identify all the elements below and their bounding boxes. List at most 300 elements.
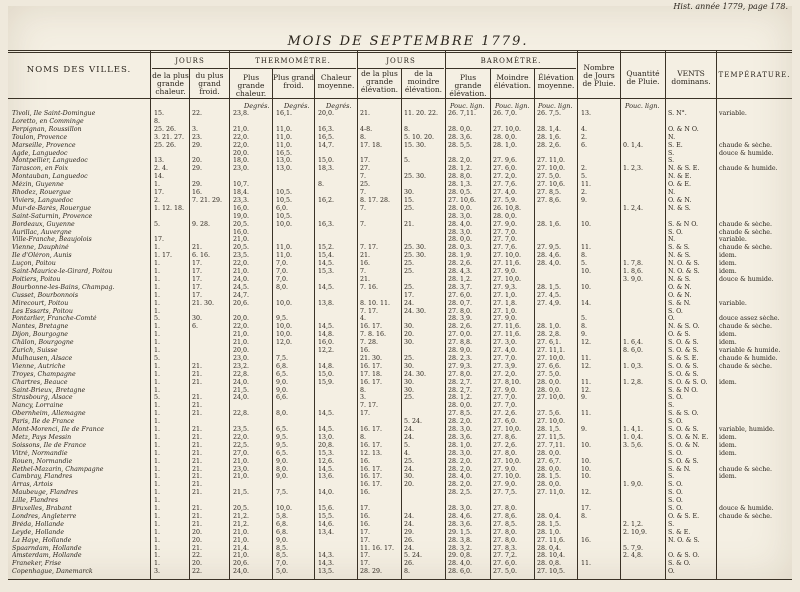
table-cell: 26.: [404, 536, 415, 544]
table-cell: idem.: [719, 339, 737, 347]
table-cell: S. O.: [668, 489, 683, 497]
header-nombre-pluie: Nombre de Jours de Pluie.: [582, 63, 616, 88]
table-cell: 27. 10,0.: [493, 125, 522, 133]
table-cell: 29.: [192, 141, 203, 149]
table-cell: S. O.: [668, 228, 683, 236]
table-cell: 1.: [154, 370, 161, 378]
table-cell: 1. 4,1.: [623, 426, 644, 433]
table-cell: 24.: [404, 465, 415, 473]
table-cell: 28. 0,0.: [493, 212, 518, 220]
city-name: Amsterdam, Hollande: [12, 552, 82, 560]
table-cell: 17.: [360, 528, 371, 536]
table-cell: 11,0.: [276, 133, 293, 141]
table-cell: 23,0.: [233, 465, 250, 473]
table-cell: 3. 9,0.: [623, 275, 644, 283]
table-cell: 24,0.: [233, 275, 250, 283]
header-vents: VENTS dominans.: [671, 69, 711, 86]
table-cell: 28. 6,0.: [448, 568, 473, 576]
city-name: Pontarlier, Franche-Comté: [12, 315, 97, 323]
table-cell: 15,0.: [318, 370, 335, 378]
table-cell: 27. 11,6.: [493, 331, 522, 339]
city-name: Vienne, Dauphiné: [12, 244, 69, 252]
table-cell: 28. 0,0.: [537, 465, 562, 473]
table-cell: 30.: [404, 339, 415, 347]
table-cell: 16. 17.: [360, 323, 383, 331]
city-name: Marseille, Provence: [12, 141, 76, 149]
table-cell: S. & N O.: [668, 220, 699, 228]
city-name: Rhodez, Rouergue: [12, 189, 71, 196]
table-row: [8, 489, 792, 497]
table-cell: 3.: [360, 394, 367, 402]
table-cell: 17.: [360, 536, 371, 544]
table-cell: 27. 9,0.: [493, 481, 518, 489]
table-cell: 14,5.: [318, 260, 335, 268]
table-cell: 11.: [581, 560, 592, 568]
table-cell: 5.: [581, 173, 588, 181]
table-cell: 28. 1,4.: [537, 125, 562, 133]
table-cell: 27. 8,0.: [493, 505, 518, 512]
table-cell: 10,0.: [276, 299, 293, 307]
table-cell: chaude & sèche.: [719, 141, 773, 149]
table-row: [8, 134, 792, 142]
table-cell: 20,5.: [233, 244, 250, 252]
table-cell: 1.: [154, 291, 161, 299]
table-cell: 27. 8,0.: [448, 307, 473, 315]
table-cell: 1. 0,3.: [623, 362, 644, 370]
table-row: [8, 371, 792, 379]
table-cell: 28. 3,2.: [448, 544, 473, 552]
table-cell: 27. 9,3.: [493, 283, 518, 291]
table-cell: N. O. & S.: [668, 260, 700, 268]
table-cell: 18,4.: [233, 189, 250, 196]
table-cell: 23,8.: [233, 110, 250, 117]
table-cell: 13,5.: [318, 568, 335, 576]
table-row: [8, 276, 792, 284]
table-cell: S. & N O.: [668, 386, 699, 394]
table-cell: 28. 1,0.: [493, 141, 518, 149]
table-cell: 28. 3,9.: [448, 315, 473, 323]
table-cell: 6,6.: [276, 394, 289, 402]
table-cell: 24.: [404, 520, 415, 528]
table-cell: 21.: [192, 244, 203, 252]
city-name: Franeker, Frise: [12, 560, 62, 568]
table-cell: 1.: [154, 410, 161, 418]
table-cell: 24. 30.: [404, 307, 427, 315]
table-cell: 7. 17.: [360, 244, 379, 252]
table-cell: 6,8.: [276, 528, 289, 536]
header-jours-froid: du plus grand froid.: [195, 71, 224, 96]
table-cell: 22,8.: [233, 370, 250, 378]
table-cell: 23,5.: [233, 426, 250, 433]
table-cell: 4.: [360, 315, 367, 323]
table-cell: S. O.: [668, 418, 683, 426]
table-cell: 5. 24.: [404, 552, 423, 560]
table-cell: 21.: [192, 362, 203, 370]
table-cell: S. O.: [668, 481, 683, 489]
table-cell: 3.: [192, 125, 199, 133]
table-cell: 9.: [581, 394, 588, 402]
table-cell: 20,0.: [233, 315, 250, 323]
table-cell: 8,0.: [276, 410, 289, 418]
table-row: [8, 426, 792, 434]
city-name: Paris, Ile de France: [12, 418, 75, 426]
table-cell: 30.: [404, 378, 415, 386]
table-cell: 8.: [581, 512, 588, 520]
table-cell: 27. 9,0.: [493, 386, 518, 394]
table-cell: 7.: [360, 204, 367, 212]
table-row: [8, 473, 792, 481]
table-cell: variable.: [719, 110, 747, 117]
table-cell: 1. 17.: [154, 252, 173, 260]
table-cell: 5.: [154, 354, 161, 362]
table-cell: 5.: [154, 220, 161, 228]
table-cell: S. O.: [668, 394, 683, 402]
table-cell: 16,0.: [318, 339, 335, 347]
table-cell: 27. 9,0.: [493, 268, 518, 275]
table-cell: 27. 6,0.: [493, 418, 518, 426]
table-row: [8, 513, 792, 521]
table-cell: O. & S. O.: [668, 552, 700, 560]
table-cell: 28. 3,6.: [448, 433, 473, 441]
city-name: Montpellier, Languedoc: [12, 157, 88, 165]
table-cell: 1.: [154, 331, 161, 339]
table-cell: 8.: [318, 181, 325, 189]
table-cell: 20.: [192, 157, 203, 165]
table-cell: 25. 26.: [154, 125, 177, 133]
city-name: Dijon, Bourgogne: [12, 331, 68, 339]
table-cell: 1. 9,0.: [623, 481, 644, 489]
table-cell: 24,7.: [233, 291, 250, 299]
table-cell: 28. 10,4.: [537, 552, 566, 560]
header-plus-froid: Plus grand froid.: [273, 73, 314, 90]
table-cell: idem.: [719, 260, 737, 268]
table-cell: 8,0.: [276, 283, 289, 291]
table-cell: 17. 18.: [360, 141, 383, 149]
table-cell: 27. 10,0.: [493, 252, 522, 260]
table-cell: idem.: [719, 268, 737, 275]
table-cell: 8.: [581, 252, 588, 260]
table-cell: 27. 8,0.: [493, 449, 518, 457]
table-cell: 12.: [581, 386, 592, 394]
table-cell: N.: [668, 133, 676, 141]
table-cell: 26. 7,11.: [448, 110, 477, 117]
baro-subrule: [446, 68, 576, 69]
table-cell: 25. 30.: [404, 173, 427, 181]
table-cell: 1.: [154, 268, 161, 275]
table-cell: 23,5.: [233, 252, 250, 260]
table-cell: 12.: [581, 489, 592, 497]
table-cell: 21.: [360, 110, 371, 117]
header-chaleur-moyenne: Chaleur moyenne.: [317, 73, 355, 90]
table-cell: 1.: [154, 552, 161, 560]
table-cell: 8. 6,0.: [623, 347, 644, 354]
table-cell: 28. 2,6.: [448, 260, 473, 268]
table-cell: S. O.: [668, 497, 683, 505]
table-row: [8, 197, 792, 205]
table-cell: S. E.: [668, 141, 683, 149]
table-cell: 28. 1,0.: [537, 323, 562, 331]
table-cell: O.: [668, 568, 675, 576]
table-row: [8, 244, 792, 252]
table-cell: 28. 1,0.: [537, 528, 562, 536]
table-cell: 17.: [154, 189, 165, 196]
table-cell: 28. 0,0.: [448, 204, 473, 212]
unit-pouces: Pouc. lign.: [450, 102, 485, 110]
table-row: [8, 268, 792, 276]
table-cell: 27. 10,6.: [448, 196, 477, 204]
table-cell: 27. 10,0.: [493, 426, 522, 433]
table-cell: 8.: [154, 117, 161, 125]
table-cell: 27. 4,5.: [537, 291, 562, 299]
table-cell: 1.: [154, 426, 161, 433]
city-name: Luçon, Poitou: [12, 260, 56, 268]
city-name: Saint-Brieux, Bretagne: [12, 386, 86, 394]
table-cell: 28. 4,0.: [448, 473, 473, 481]
table-cell: 17.: [192, 275, 203, 283]
table-cell: 6,8.: [276, 520, 289, 528]
table-cell: 7. 28.: [360, 339, 379, 347]
table-row: [8, 568, 792, 576]
table-cell: 21.: [192, 544, 203, 552]
table-cell: 8.: [360, 433, 367, 441]
table-cell: chaude & sèche.: [719, 244, 773, 252]
table-cell: S. & O.: [668, 560, 691, 568]
table-cell: 5.: [581, 260, 588, 268]
table-cell: O. & S. E.: [668, 512, 700, 520]
table-cell: 22,0.: [233, 141, 250, 149]
table-cell: 1.: [154, 307, 161, 315]
city-name: Arras, Artois: [12, 481, 53, 489]
table-cell: 18,3.: [318, 165, 335, 173]
table-cell: 25.: [404, 394, 415, 402]
table-cell: chaude & sèche.: [719, 512, 773, 520]
table-row: [8, 205, 792, 213]
table-cell: O. & E.: [668, 181, 692, 189]
table-cell: 27. 10,0.: [493, 275, 522, 283]
page-title: MOIS DE SEPTEMBRE 1779.: [287, 34, 529, 49]
unit-degres: Degrés.: [244, 102, 270, 110]
table-cell: 12,2.: [318, 347, 335, 354]
table-cell: 22,0.: [233, 433, 250, 441]
table-cell: 7,0.: [276, 268, 289, 275]
table-cell: 28. 0,0.: [537, 481, 562, 489]
table-row: [8, 418, 792, 426]
table-cell: 7,0.: [276, 260, 289, 268]
table-cell: douce & humide.: [719, 275, 774, 283]
unit-pouces: Pouc. lign.: [538, 102, 573, 110]
table-cell: 1.: [154, 560, 161, 568]
table-cell: 1.: [154, 473, 161, 481]
table-cell: 5.: [154, 315, 161, 323]
table-cell: N. & S.: [668, 275, 691, 283]
table-cell: 1. 2,4.: [623, 204, 644, 212]
table-cell: 25.: [404, 354, 415, 362]
table-cell: 28. 1,5.: [537, 426, 562, 433]
table-cell: N.: [668, 236, 676, 244]
table-cell: 1.: [154, 465, 161, 473]
table-cell: 27. 9,5.: [537, 244, 562, 252]
table-cell: chaude & sèche.: [719, 465, 773, 473]
table-row: [8, 315, 792, 323]
table-cell: 28. 3,0.: [448, 449, 473, 457]
city-name: Mulhausen, Alsace: [12, 354, 73, 362]
table-row: [8, 221, 792, 229]
table-cell: 6,5.: [276, 449, 289, 457]
header-names: NOMS DES VILLES.: [26, 65, 132, 75]
city-name: Montauban, Languedoc: [12, 173, 88, 181]
table-row: [8, 537, 792, 545]
table-row: [8, 150, 792, 158]
table-cell: 7. 17.: [360, 307, 379, 315]
table-cell: 26. 7,5.: [537, 110, 562, 117]
table-cell: S. O. & S.: [668, 457, 699, 465]
table-cell: 27. 9,0.: [493, 220, 518, 228]
table-cell: 17.: [360, 157, 371, 165]
table-cell: 10.: [581, 465, 592, 473]
table-cell: 27. 9,0.: [493, 465, 518, 473]
table-cell: 7.: [360, 268, 367, 275]
table-cell: 28. 0,0.: [448, 402, 473, 410]
table-cell: 5.: [154, 394, 161, 402]
table-cell: 26. 10,8.: [493, 204, 522, 212]
table-cell: 28. 2,0.: [448, 157, 473, 165]
table-cell: 5,0.: [276, 568, 289, 576]
city-name: Nancy, Lorraine: [12, 402, 64, 410]
table-cell: 10.: [581, 457, 592, 465]
table-cell: 23,2.: [233, 362, 250, 370]
table-cell: 1. 12. 18.: [154, 204, 185, 212]
table-cell: 30.: [404, 362, 415, 370]
table-cell: 28. 1,3.: [448, 181, 473, 189]
table-cell: 1.: [154, 544, 161, 552]
table-cell: 9. 28.: [192, 220, 211, 228]
unit-degres: Degrés.: [326, 102, 352, 110]
city-name: Lille, Flandres: [12, 497, 59, 505]
table-cell: S. O. & S.: [668, 339, 699, 347]
table-cell: 7. 21. 29.: [192, 196, 223, 204]
table-cell: 16. 17.: [360, 481, 383, 489]
table-cell: 14,7.: [318, 141, 335, 149]
table-cell: 15. 30.: [404, 141, 427, 149]
table-cell: 27. 8,6.: [493, 512, 518, 520]
table-cell: 30.: [404, 386, 415, 394]
table-cell: 25.: [404, 268, 415, 275]
table-cell: 16. 17.: [360, 441, 383, 449]
table-cell: idem.: [719, 449, 737, 457]
table-cell: 9,0.: [276, 457, 289, 465]
table-cell: 27. 5,6.: [537, 410, 562, 418]
table-cell: 15,5.: [318, 512, 335, 520]
table-cell: 27. 7,11.: [537, 441, 566, 449]
table-cell: 21,0.: [233, 473, 250, 481]
table-cell: 28. 2,6.: [448, 323, 473, 331]
table-cell: S. O.: [668, 449, 683, 457]
table-cell: 8.: [360, 386, 367, 394]
table-cell: 27. 6,7.: [537, 457, 562, 465]
table-cell: 1.: [154, 528, 161, 536]
table-cell: 21,0.: [233, 236, 250, 244]
table-cell: O. & N.: [668, 283, 692, 291]
table-cell: 10,0.: [276, 323, 293, 331]
table-cell: 1. 8,6.: [623, 268, 644, 275]
table-row: [8, 355, 792, 363]
table-cell: 27. 9,0.: [493, 315, 518, 323]
table-cell: 27. 1,0.: [493, 291, 518, 299]
table-cell: 27. 8,10.: [493, 378, 522, 386]
table-cell: 28. 1,5.: [537, 520, 562, 528]
header-barometre: BAROMÈTRE.: [480, 57, 542, 65]
table-cell: 27. 8,5.: [537, 189, 562, 196]
table-cell: 28. 2,3.: [448, 354, 473, 362]
table-cell: 28. 3,8.: [448, 536, 473, 544]
table-row: [8, 260, 792, 268]
table-cell: 27. 8,0.: [493, 536, 518, 544]
table-cell: 10,5.: [276, 212, 293, 220]
city-name: Châlon, Bourgogne: [12, 339, 74, 347]
table-cell: idem.: [719, 473, 737, 481]
city-name: Zurich, Suisse: [12, 347, 58, 354]
table-cell: 1.: [154, 378, 161, 386]
table-cell: 12,0.: [276, 339, 293, 347]
table-row: [8, 126, 792, 134]
table-cell: 7,5.: [276, 489, 289, 497]
city-name: Obernheim, Allemagne: [12, 410, 86, 418]
table-cell: N.: [668, 189, 676, 196]
table-cell: 14.: [581, 299, 592, 307]
table-cell: S. O. & S.: [668, 370, 699, 378]
table-cell: S.: [668, 520, 675, 528]
unit-degres: Degrés.: [284, 102, 310, 110]
table-cell: 9,0.: [276, 386, 289, 394]
table-cell: 4-8.: [360, 125, 373, 133]
table-cell: 13.: [154, 157, 165, 165]
table-cell: 16.: [360, 457, 371, 465]
table-cell: 13.: [581, 110, 592, 117]
table-cell: 10.: [581, 268, 592, 275]
table-cell: 28. 3,0.: [448, 426, 473, 433]
table-cell: 11. 16. 17.: [360, 544, 395, 552]
table-cell: 25.: [404, 457, 415, 465]
table-row: [8, 379, 792, 387]
table-cell: 10,0.: [276, 331, 293, 339]
table-cell: O.: [668, 315, 675, 323]
table-cell: 1.: [154, 512, 161, 520]
table-cell: 9,5.: [276, 433, 289, 441]
table-cell: 8,5.: [276, 552, 289, 560]
city-name: Cambray, Flandres: [12, 473, 73, 481]
table-cell: 21,0.: [233, 457, 250, 465]
table-cell: 3.: [154, 568, 161, 576]
table-cell: O. & S.: [668, 331, 691, 339]
table-cell: 15,0.: [318, 157, 335, 165]
table-cell: 28. 0,0.: [448, 125, 473, 133]
table-cell: 21,0.: [233, 339, 250, 347]
table-cell: 1. 2,8.: [623, 378, 644, 386]
table-cell: 7,5.: [276, 354, 289, 362]
table-cell: 20,0.: [233, 347, 250, 354]
thermo-subrule: [230, 68, 356, 69]
table-cell: 29.: [192, 181, 203, 189]
city-name: Aurillac, Auvergne: [12, 228, 72, 236]
city-name: Vienne, Autriche: [12, 362, 66, 370]
table-cell: 21.: [192, 489, 203, 497]
table-cell: 27. 5,0.: [493, 568, 518, 576]
table-cell: 1.: [154, 418, 161, 426]
table-cell: 21,0.: [233, 268, 250, 275]
table-cell: 22,8.: [233, 410, 250, 418]
table-cell: 28. 1,9.: [448, 252, 473, 260]
table-row: [8, 118, 792, 126]
